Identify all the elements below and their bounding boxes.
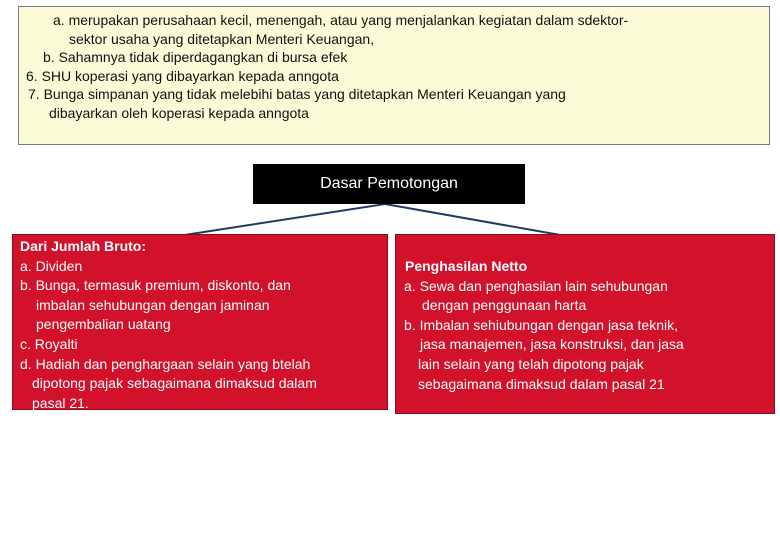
netto-line: b. Imbalan sehiubungan dengan jasa teknik, [404, 316, 678, 333]
connector-right [385, 204, 566, 236]
info-line-a-cont: sektor usaha yang ditetapkan Menteri Keuangan, [69, 30, 375, 47]
netto-line: dengan penggunaan harta [422, 297, 587, 314]
title-label: Dasar Pemotongan [320, 175, 458, 192]
info-line-7-cont: dibayarkan oleh koperasi kepada anngota [49, 104, 309, 121]
info-line-6: 6. SHU koperasi yang dibayarkan kepada anngota [26, 67, 339, 84]
info-line-b: b. Sahamnya tidak diperdagangkan di bursa efek [43, 49, 348, 66]
bruto-line: b. Bunga, termasuk premium, diskonto, dan [20, 277, 291, 294]
bruto-line: dipotong pajak sebagaimana dimaksud dalam [32, 375, 317, 392]
netto-line: sebagaimana dimaksud dalam pasal 21 [418, 375, 665, 392]
netto-heading: Penghasilan Netto [405, 258, 528, 274]
netto-box [395, 234, 775, 414]
bruto-heading: Dari Jumlah Bruto: [20, 238, 147, 254]
netto-line: jasa manajemen, jasa konstruksi, dan jasa [420, 336, 684, 353]
connector-left [178, 204, 385, 236]
bruto-line: d. Hadiah dan penghargaan selain yang btelah [20, 355, 311, 372]
title-box [253, 164, 525, 204]
bruto-line: c. Royalti [20, 335, 78, 352]
bruto-box [12, 234, 388, 410]
bruto-line: pengembalian uatang [36, 316, 171, 333]
info-line-7: 7. Bunga simpanan yang tidak melebihi batas yang ditetapkan Menteri Keuangan yang [28, 86, 566, 103]
bruto-line: imbalan sehubungan dengan jaminan [36, 296, 270, 313]
bruto-line: pasal 21. [32, 394, 89, 411]
bruto-line: a. Dividen [20, 257, 83, 274]
info-line-a: a. merupakan perusahaan kecil, menengah, atau yang menjalankan kegiatan dalam sdektor- [53, 12, 629, 28]
netto-line: a. Sewa dan penghasilan lain sehubungan [404, 277, 668, 294]
netto-line: lain selain yang telah dipotong pajak [418, 355, 644, 372]
